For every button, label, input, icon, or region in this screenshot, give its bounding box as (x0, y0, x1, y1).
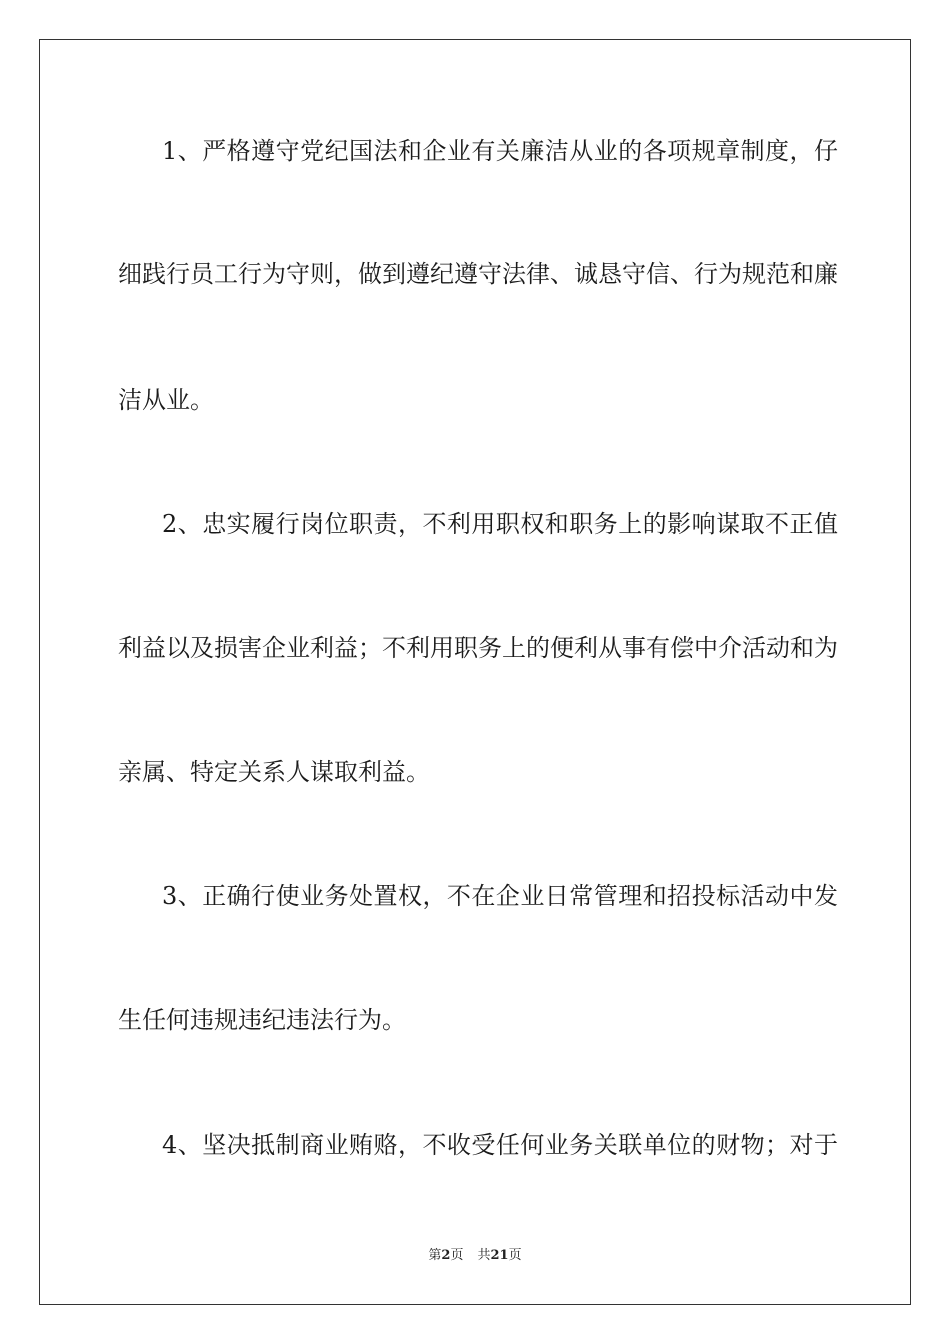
page-prefix: 第 (428, 1248, 442, 1263)
paragraph-2-line-3: 亲属、特定关系人谋取利益。 (118, 758, 430, 786)
paragraph-1-line-1: 1、严格遵守党纪国法和企业有关廉洁从业的各项规章制度，仔 (162, 137, 838, 165)
paragraph-2-line-1: 2、忠实履行岗位职责，不利用职权和职务上的影响谋取不正值 (162, 510, 838, 538)
paragraph-1-line-2: 细践行员工行为守则，做到遵纪遵守法律、诚恳守信、行为规范和廉 (118, 260, 838, 288)
paragraph-4-line-1: 4、坚决抵制商业贿赂，不收受任何业务关联单位的财物；对于 (162, 1131, 838, 1159)
page-number: 2 (441, 1248, 451, 1263)
total-pages: 21 (490, 1248, 509, 1263)
paragraph-2-line-2: 利益以及损害企业利益；不利用职务上的便利从事有偿中介活动和为 (118, 634, 838, 662)
page-border (39, 39, 911, 1305)
paragraph-1-line-3: 洁从业。 (118, 386, 214, 414)
page-suffix: 页 (450, 1248, 464, 1263)
page-footer (0, 1247, 950, 1265)
paragraph-3-line-1: 3、正确行使业务处置权，不在企业日常管理和招投标活动中发 (162, 882, 838, 910)
total-prefix: 共 (477, 1248, 491, 1263)
paragraph-3-line-2: 生任何违规违纪违法行为。 (118, 1006, 406, 1034)
total-suffix: 页 (508, 1248, 522, 1263)
